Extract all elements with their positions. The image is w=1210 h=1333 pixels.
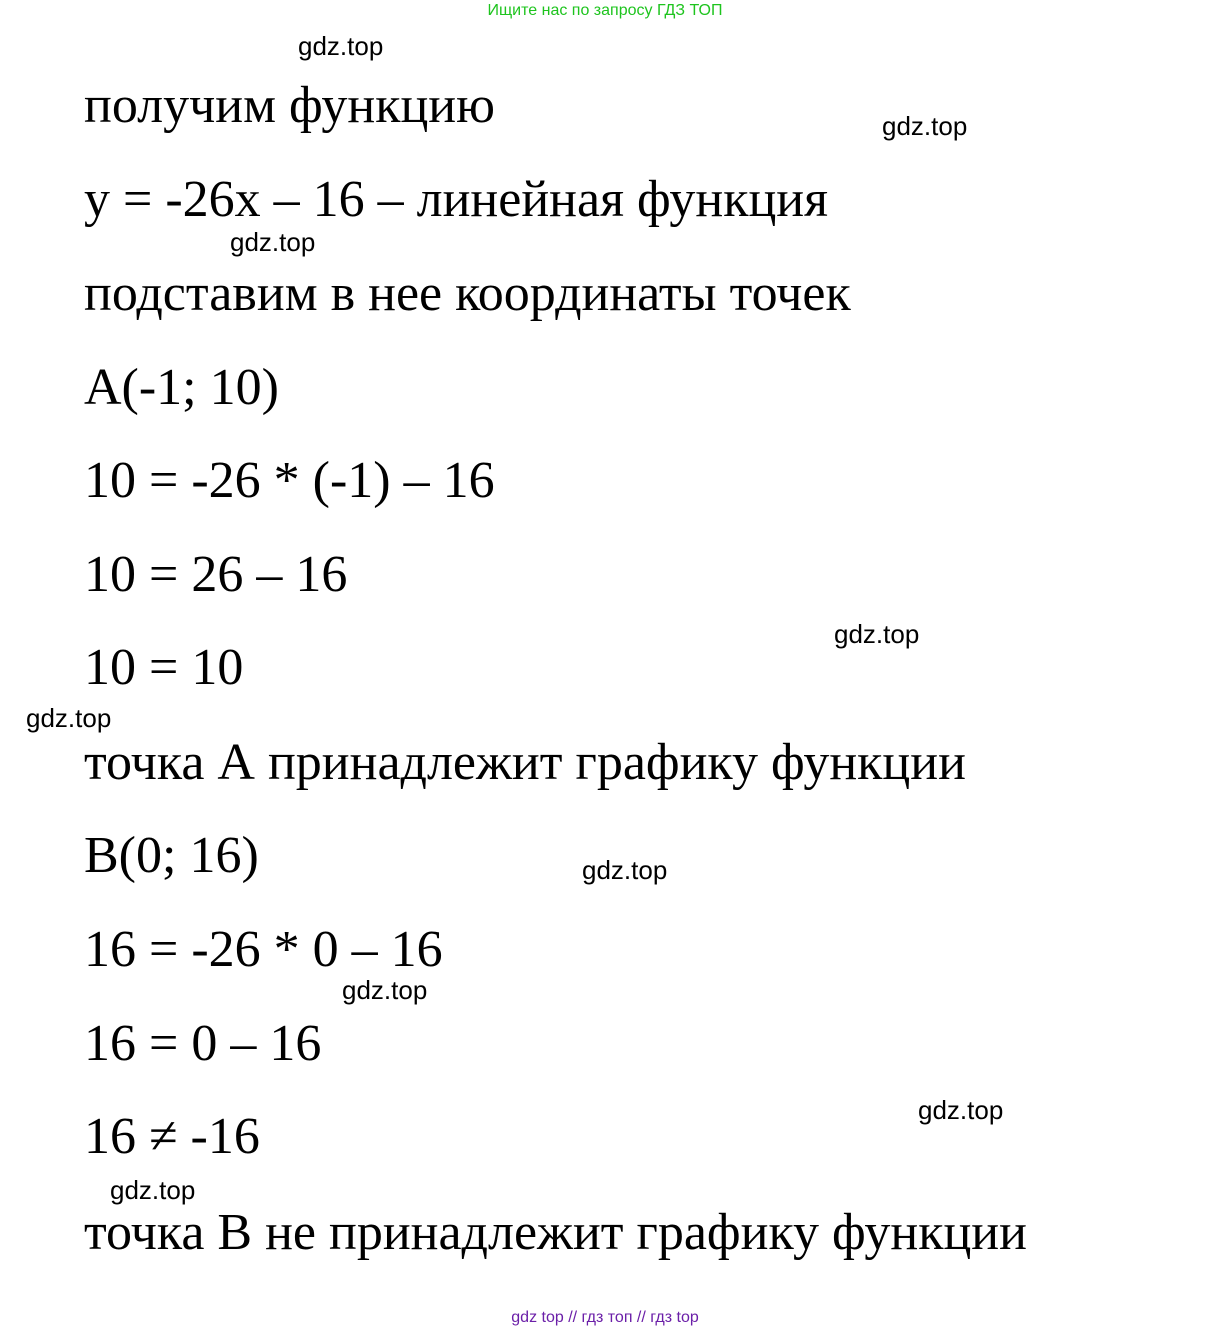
solution-line-5: 10 = -26 * (-1) – 16: [84, 452, 495, 509]
solution-line-8: точка А принадлежит графику функции: [84, 734, 966, 791]
watermark: gdz.top: [230, 227, 316, 257]
solution-line-3: подставим в нее координаты точек: [84, 265, 851, 322]
watermark: gdz.top: [298, 31, 384, 61]
watermark: gdz.top: [882, 111, 968, 141]
top-banner: Ищите нас по запросу ГДЗ ТОП: [487, 2, 723, 19]
solution-line-6: 10 = 26 – 16: [84, 546, 348, 603]
watermark: gdz.top: [918, 1095, 1004, 1125]
solution-line-13: точка В не принадлежит графику функции: [84, 1204, 1027, 1261]
watermark: gdz.top: [110, 1175, 196, 1205]
solution-line-7: 10 = 10: [84, 639, 244, 696]
solution-line-4: A(-1; 10): [84, 359, 279, 416]
solution-line-9: B(0; 16): [84, 827, 259, 884]
watermark: gdz.top: [582, 855, 668, 885]
watermark: gdz.top: [26, 703, 112, 733]
footer-links: gdz top // гдз топ // гдз top: [511, 1309, 699, 1326]
solution-line-11: 16 = 0 – 16: [84, 1015, 322, 1072]
solution-line-2: y = -26x – 16 – линейная функция: [84, 171, 829, 228]
solution-line-12: 16 ≠ -16: [84, 1108, 260, 1165]
solution-line-1: получим функцию: [84, 77, 495, 134]
solution-line-10: 16 = -26 * 0 – 16: [84, 921, 443, 978]
watermark: gdz.top: [834, 619, 920, 649]
watermark: gdz.top: [342, 975, 428, 1005]
